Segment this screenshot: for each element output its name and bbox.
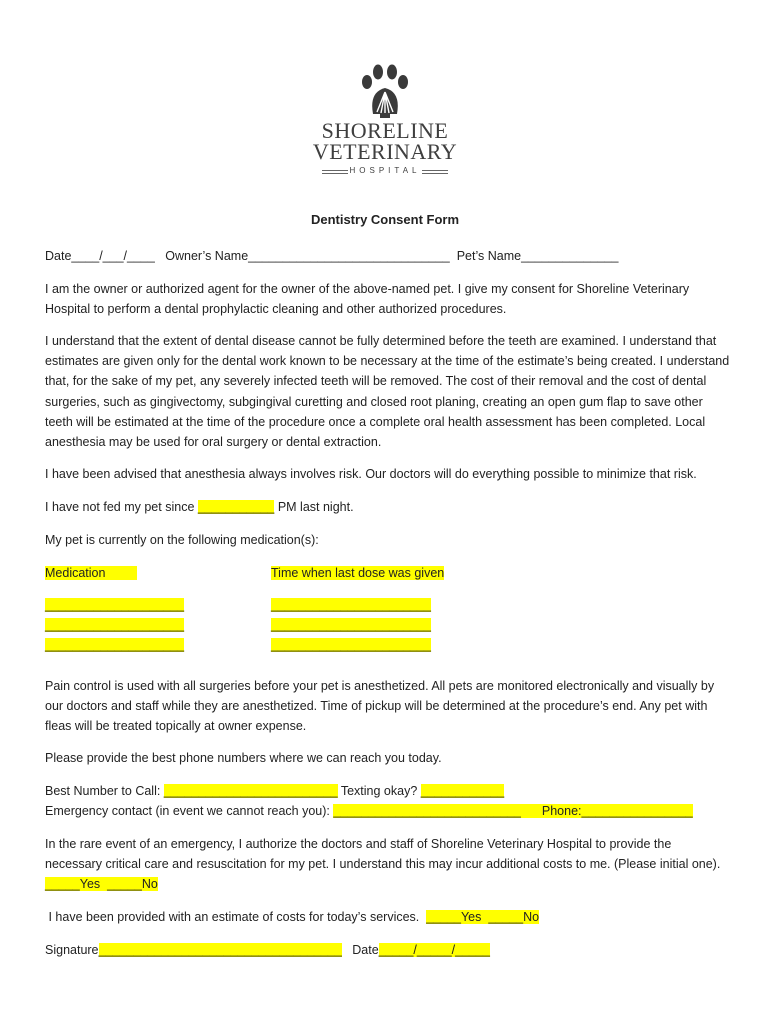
medication-field-3[interactable]: ____________________ <box>45 638 185 652</box>
time-header <box>271 563 444 583</box>
time-field-2[interactable]: _______________________ <box>271 618 431 632</box>
texting-field[interactable]: ____________ <box>420 784 505 798</box>
emergency-label: Emergency contact (in event we cannot reach you): <box>45 804 334 818</box>
emergency-phone-field[interactable]: Phone:________________ <box>521 804 693 818</box>
estimate-row <box>45 907 539 927</box>
emergency-authorization-text: In the rare event of an emergency, I authorize the doctors and staff of Shoreline Veterinary Hospital to provide the necessary critical care and resuscitation for my pet. I understand this may incur additional costs to me. (Please initial one). <box>45 837 721 872</box>
best-number-row <box>45 781 504 801</box>
form-title: Dentistry Consent Form <box>310 212 460 227</box>
medication-intro: My pet is currently on the following medication(s): <box>45 533 319 547</box>
signature-date-field[interactable]: _____/_____/_____ <box>378 943 490 957</box>
fasting-label: I have not fed my pet since <box>45 500 198 514</box>
signature-date-label: Date <box>341 943 379 957</box>
anesthesia-risk-paragraph: I have been advised that anesthesia always involves risk. Our doctors will do everything possible to minimize that risk. <box>45 467 697 481</box>
signature-field[interactable]: ___________________________________ <box>98 943 342 957</box>
time-blanks <box>271 595 431 655</box>
best-number-field[interactable]: _________________________ <box>163 784 338 798</box>
signature-label: Signature <box>45 943 99 957</box>
medication-blanks <box>45 595 184 655</box>
time-column-header: Time when last dose was given <box>271 566 445 580</box>
time-field-1[interactable]: _______________________ <box>271 598 431 612</box>
medication-header <box>45 563 137 583</box>
logo-line-3: HOSPITAL <box>349 166 421 175</box>
time-field-3[interactable]: _______________________ <box>271 638 431 652</box>
medication-field-1[interactable]: ____________________ <box>45 598 185 612</box>
best-number-label: Best Number to Call: <box>45 784 164 798</box>
estimate-options[interactable]: _____Yes _____No <box>426 910 540 924</box>
emergency-row <box>45 801 693 821</box>
fasting-row <box>45 497 354 517</box>
dental-disease-paragraph: I understand that the extent of dental disease cannot be fully determined before the teeth are examined. I understand that estimates are given only for the dental work known to be necessary at the time of the estimate’s being created. I understand that, for the sake of my pet, any severely infected teeth will be removed. The cost of their removal and the cost of dental surgeries, such as gingivectomy, subgingival curetting and closed root planing, creating an open gum flap to save other teeth will be estimated at the time of the procedure once a complete oral health assessment has been completed. Local anesthesia may be used for oral surgery or dental extraction. <box>45 334 730 450</box>
fasting-time-field[interactable]: ___________ <box>197 500 275 514</box>
paw-shell-icon <box>355 62 415 122</box>
phone-intro: Please provide the best phone numbers where we can reach you today. <box>45 751 442 765</box>
date-field[interactable]: Date____/___/____ <box>45 249 155 263</box>
emergency-authorization-paragraph <box>45 834 730 895</box>
texting-label: Texting okay? <box>337 784 421 798</box>
pet-name-field[interactable]: Pet’s Name______________ <box>456 249 619 263</box>
pain-control-paragraph: Pain control is used with all surgeries before your pet is anesthetized. All pets are monitored electronically and visually by our doctors and staff while they are anesthetized. Time of pickup will be determined at the procedure’s end. Any pet with fleas will be treated topically at owner expense. <box>45 679 715 734</box>
medication-field-2[interactable]: ____________________ <box>45 618 185 632</box>
logo-line-2: VETERINARY <box>312 139 458 164</box>
medication-column-header: Medication <box>45 566 137 580</box>
fasting-suffix: PM last night. <box>274 500 354 514</box>
signature-row <box>45 940 490 960</box>
logo-line-1: SHORELINE <box>321 118 449 143</box>
header-fields-row <box>45 246 618 266</box>
estimate-text: I have been provided with an estimate of costs for today’s services. <box>45 910 427 924</box>
emergency-initial-options[interactable]: _____Yes _____No <box>45 877 158 892</box>
emergency-contact-field[interactable]: ___________________________ <box>333 804 522 818</box>
owner-name-field[interactable]: Owner’s Name_____________________________ <box>165 249 450 263</box>
consent-paragraph: I am the owner or authorized agent for the owner of the above-named pet. I give my consent for Shoreline Veterinary Hospital to perform a dental prophylactic cleaning and other authorized procedures. <box>45 282 690 317</box>
